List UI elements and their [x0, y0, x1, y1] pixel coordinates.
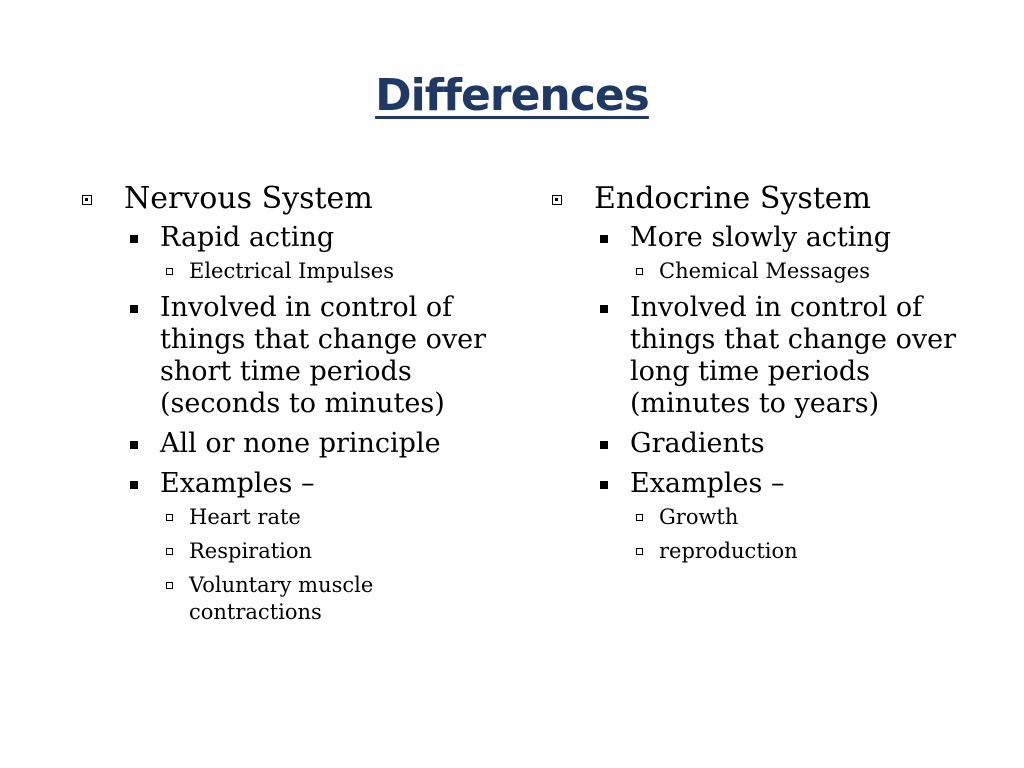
- hollow-square-bullet-icon: [636, 514, 643, 521]
- list-item: Examples –: [78, 468, 498, 500]
- list-item: Rapid acting: [78, 222, 498, 254]
- sub-list-item: Heart rate: [78, 504, 498, 531]
- column-heading: Endocrine System: [548, 180, 988, 218]
- sub-list-item: Chemical Messages: [548, 258, 988, 285]
- sub-list-item: Voluntary muscle contractions: [78, 572, 498, 626]
- boxed-dot-bullet-icon: [82, 195, 92, 205]
- endocrine-system-column: [548, 180, 988, 572]
- filled-square-bullet-icon: [130, 305, 138, 313]
- hollow-square-bullet-icon: [166, 514, 173, 521]
- slide-title: [0, 66, 1024, 126]
- hollow-square-bullet-icon: [166, 548, 173, 555]
- hollow-square-bullet-icon: [166, 268, 173, 275]
- filled-square-bullet-icon: [600, 481, 608, 489]
- hollow-square-bullet-icon: [636, 548, 643, 555]
- filled-square-bullet-icon: [600, 441, 608, 449]
- sub-list-item: Electrical Impulses: [78, 258, 498, 285]
- filled-square-bullet-icon: [600, 305, 608, 313]
- list-item: Gradients: [548, 428, 988, 460]
- nervous-system-column: [78, 180, 498, 633]
- list-item: Involved in control of things that change over long time periods (minutes to years): [548, 292, 988, 420]
- sub-list-item: reproduction: [548, 538, 988, 565]
- column-heading: Nervous System: [78, 180, 498, 218]
- list-item: Examples –: [548, 468, 988, 500]
- slide-title-text: Differences: [375, 70, 649, 121]
- hollow-square-bullet-icon: [166, 582, 173, 589]
- filled-square-bullet-icon: [130, 235, 138, 243]
- sub-list-item: Respiration: [78, 538, 498, 565]
- list-item: Involved in control of things that change over short time periods (seconds to minutes): [78, 292, 498, 420]
- list-item: All or none principle: [78, 428, 498, 460]
- sub-list-item: Growth: [548, 504, 988, 531]
- boxed-dot-bullet-icon: [552, 195, 562, 205]
- filled-square-bullet-icon: [130, 481, 138, 489]
- list-item: More slowly acting: [548, 222, 988, 254]
- filled-square-bullet-icon: [130, 441, 138, 449]
- hollow-square-bullet-icon: [636, 268, 643, 275]
- filled-square-bullet-icon: [600, 235, 608, 243]
